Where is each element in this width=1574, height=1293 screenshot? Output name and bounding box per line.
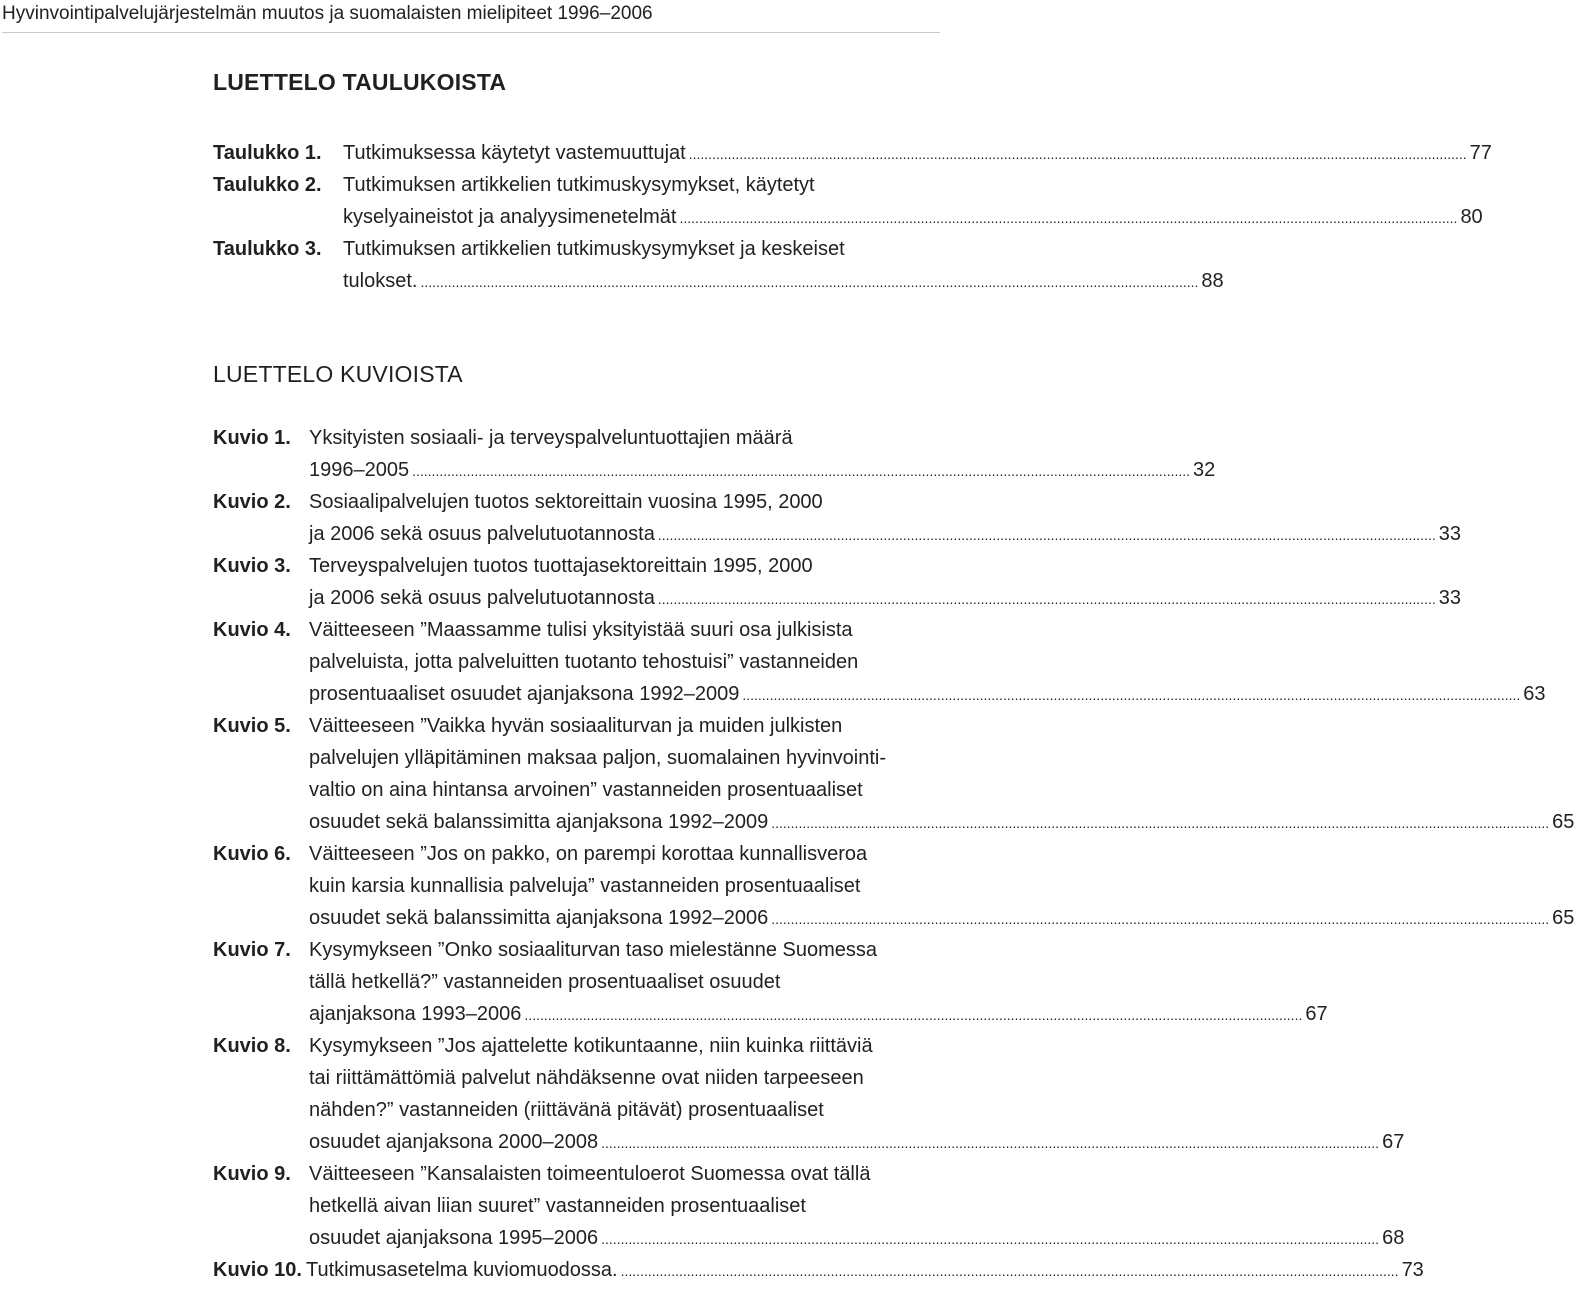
entry-text-line (309, 902, 1574, 934)
entry-text-line: kuin karsia kunnallisia palveluja” vastanneiden prosentuaaliset (309, 875, 861, 897)
dot-leader: ........................................................................................................................................................................................................ (679, 210, 1458, 226)
page-number: 77 (1469, 142, 1492, 164)
entry-text-line: palvelujen ylläpitäminen maksaa paljon, suomalainen hyvinvointi- (309, 747, 886, 769)
dot-leader: ........................................................................................................................................................................................................ (742, 687, 1521, 703)
entry-text-line: Terveyspalvelujen tuotos tuottajasektoreittain 1995, 2000 (309, 555, 813, 577)
figure-list-entry (213, 486, 1461, 550)
entry-label: Kuvio 2. (213, 491, 291, 513)
entry-text: ja 2006 sekä osuus palvelutuotannosta (309, 587, 655, 609)
figure-list-entry (213, 838, 1574, 934)
entry-text-line: nähden?” vastanneiden (riittävänä pitävät) prosentuaaliset (309, 1099, 824, 1121)
page-number: 67 (1305, 1003, 1328, 1025)
entry-text-line: palveluista, jotta palveluitten tuotanto tehostuisi” vastanneiden (309, 651, 859, 673)
dot-leader: ........................................................................................................................................................................................................ (657, 527, 1436, 543)
figure-list-entry (213, 550, 1461, 614)
entry-text-line (343, 137, 1492, 169)
table-list (213, 137, 1492, 297)
page-number: 33 (1438, 587, 1461, 609)
figure-list-entry (213, 1030, 1405, 1158)
entry-text-line: Väitteeseen ”Kansalaisten toimeentuloerot Suomessa ovat tällä (309, 1163, 871, 1185)
entry-label: Taulukko 3. (213, 238, 322, 260)
entry-label: Taulukko 2. (213, 174, 322, 196)
entry-text-line (309, 454, 1216, 486)
entry-text-line: Yksityisten sosiaali- ja terveyspalveluntuottajien määrä (309, 427, 793, 449)
entry-text: Tutkimuksessa käytetyt vastemuuttujat (343, 142, 686, 164)
page-number: 88 (1201, 270, 1224, 292)
entry-text-line: valtio on aina hintansa arvoinen” vastanneiden prosentuaaliset (309, 779, 863, 801)
entry-text: osuudet ajanjaksona 1995–2006 (309, 1227, 599, 1249)
page-number: 65 (1552, 907, 1574, 929)
entry-text-line (309, 1126, 1405, 1158)
page-number: 73 (1401, 1259, 1424, 1281)
entry-label: Kuvio 5. (213, 715, 291, 737)
running-header (2, 0, 940, 33)
dot-leader: ........................................................................................................................................................................................................ (420, 274, 1199, 290)
dot-leader: ........................................................................................................................................................................................................ (620, 1263, 1399, 1279)
entry-text-line (306, 1254, 1424, 1286)
entry-label: Kuvio 1. (213, 427, 291, 449)
entry-label: Kuvio 3. (213, 555, 291, 577)
entry-text-line (309, 998, 1328, 1030)
entry-text-line: tällä hetkellä?” vastanneiden prosentuaaliset osuudet (309, 971, 781, 993)
table-list-heading: LUETTELO TAULUKOISTA (213, 69, 507, 95)
figure-list-entry (213, 1158, 1405, 1254)
entry-text-line (309, 582, 1461, 614)
figure-list-entry (213, 1254, 1424, 1286)
entry-label: Kuvio 4. (213, 619, 291, 641)
entry-text: osuudet sekä balanssimitta ajanjaksona 1992–2006 (309, 907, 769, 929)
dot-leader: ........................................................................................................................................................................................................ (601, 1135, 1380, 1151)
figure-list-section (213, 358, 1574, 1286)
entry-text-line: Väitteeseen ”Maassamme tulisi yksityistää suuri osa julkisista (309, 619, 853, 641)
entry-label: Kuvio 8. (213, 1035, 291, 1057)
entry-text-line: Väitteeseen ”Jos on pakko, on parempi korottaa kunnallisveroa (309, 843, 868, 865)
table-list-entry (213, 169, 1483, 233)
figure-list-entry (213, 710, 1574, 838)
entry-text: ja 2006 sekä osuus palvelutuotannosta (309, 523, 655, 545)
page-number: 63 (1523, 683, 1546, 705)
entry-text: tulokset. (343, 270, 418, 292)
entry-label: Kuvio 10. (213, 1259, 302, 1281)
figure-list (213, 422, 1574, 1286)
entry-text: kyselyaineistot ja analyysimenetelmät (343, 206, 677, 228)
figure-list-entry (213, 422, 1216, 486)
entry-text-line (309, 806, 1574, 838)
entry-text-line: Kysymykseen ”Jos ajattelette kotikuntaanne, niin kuinka riittäviä (309, 1035, 873, 1057)
entry-text-line: hetkellä aivan liian suuret” vastanneiden prosentuaaliset (309, 1195, 806, 1217)
dot-leader: ........................................................................................................................................................................................................ (412, 463, 1191, 479)
page-number: 65 (1552, 811, 1574, 833)
entry-text-line (343, 201, 1483, 233)
entry-text-line (309, 678, 1546, 710)
entry-text: ajanjaksona 1993–2006 (309, 1003, 522, 1025)
page-number: 33 (1438, 523, 1461, 545)
entry-text: Tutkimusasetelma kuviomuodossa. (306, 1259, 618, 1281)
dot-leader: ........................................................................................................................................................................................................ (524, 1007, 1303, 1023)
entry-text-line (309, 1222, 1405, 1254)
entry-text: 1996–2005 (309, 459, 410, 481)
entry-text-line: Kysymykseen ”Onko sosiaaliturvan taso mielestänne Suomessa (309, 939, 878, 961)
page-number: 68 (1382, 1227, 1405, 1249)
entry-text-line: Sosiaalipalvelujen tuotos sektoreittain vuosina 1995, 2000 (309, 491, 823, 513)
page-number: 67 (1382, 1131, 1405, 1153)
dot-leader: ........................................................................................................................................................................................................ (688, 146, 1467, 162)
figure-list-entry (213, 934, 1328, 1030)
entry-text-line: Tutkimuksen artikkelien tutkimuskysymykset ja keskeiset (343, 238, 845, 260)
dot-leader: ........................................................................................................................................................................................................ (771, 911, 1550, 927)
entry-label: Taulukko 1. (213, 142, 322, 164)
table-list-entry (213, 137, 1492, 169)
entry-text: osuudet sekä balanssimitta ajanjaksona 1992–2009 (309, 811, 769, 833)
entry-text-line: Tutkimuksen artikkelien tutkimuskysymykset, käytetyt (343, 174, 815, 196)
dot-leader: ........................................................................................................................................................................................................ (601, 1231, 1380, 1247)
running-title: Hyvinvointipalvelujärjestelmän muutos ja suomalaisten mielipiteet 1996–2006 (2, 3, 653, 24)
entry-text-line (343, 265, 1224, 297)
figure-list-entry (213, 614, 1546, 710)
entry-label: Kuvio 7. (213, 939, 291, 961)
entry-text-line (309, 518, 1461, 550)
dot-leader: ........................................................................................................................................................................................................ (657, 591, 1436, 607)
entry-label: Kuvio 6. (213, 843, 291, 865)
table-list-section (213, 66, 1492, 297)
page-number: 32 (1193, 459, 1216, 481)
entry-text: prosentuaaliset osuudet ajanjaksona 1992–2009 (309, 683, 740, 705)
figure-list-heading: LUETTELO KUVIOISTA (213, 361, 463, 387)
dot-leader: ........................................................................................................................................................................................................ (771, 815, 1550, 831)
entry-text-line: tai riittämättömiä palvelut nähdäksenne ovat niiden tarpeeseen (309, 1067, 864, 1089)
entry-text-line: Väitteeseen ”Vaikka hyvän sosiaaliturvan ja muiden julkisten (309, 715, 843, 737)
table-list-entry (213, 233, 1224, 297)
page-number: 80 (1460, 206, 1483, 228)
entry-label: Kuvio 9. (213, 1163, 291, 1185)
entry-text: osuudet ajanjaksona 2000–2008 (309, 1131, 599, 1153)
